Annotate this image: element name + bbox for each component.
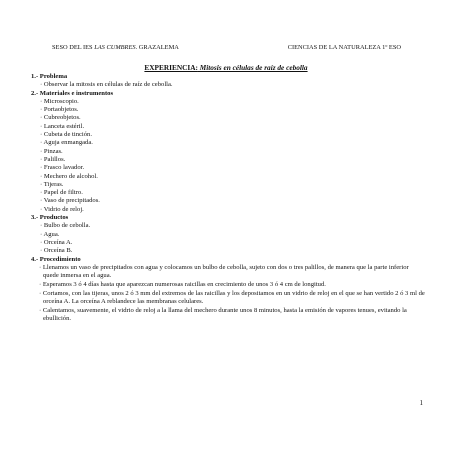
list-item: · Lanceta estéril. bbox=[40, 122, 85, 130]
list-item: · Papel de filtro. bbox=[40, 189, 83, 197]
title-label: EXPERIENCIA: bbox=[144, 63, 198, 72]
list-item: · Pinzas. bbox=[40, 147, 63, 155]
procedure-step: · Llenamos un vaso de precipitados con agua y colocamos un bulbo de cebolla, sujeto con dos o tres palillos, de manera que la parte inferior quede inmersa en el agua. bbox=[39, 263, 409, 280]
list-item: · Aguja enmangada. bbox=[40, 139, 93, 147]
list-item: · Observar la mitosis en células de raíz de cebolla. bbox=[40, 81, 173, 89]
title-text: Mitosis en células de raíz de cebolla bbox=[197, 63, 308, 72]
section-heading-materiales: 2.- Materiales e instrumentos bbox=[31, 89, 114, 97]
procedure-step: · Cortamos, con las tijeras, unos 2 ó 3 mm del extremos de las raicillas y los depositamos en un vidrio de reloj en el que se han vertido 2 ó 3 ml de orceína A. La orceína A reblandece las membranas celulares. bbox=[39, 289, 425, 306]
section-heading-procedimiento: 4.- Procedimiento bbox=[31, 255, 81, 263]
list-item: · Portaobjetos. bbox=[40, 106, 79, 114]
list-item: · Bulbo de cebolla. bbox=[40, 222, 91, 230]
section-heading-productos: 3.- Productos bbox=[31, 214, 69, 222]
header-school-name: LAS CUMBRES bbox=[94, 44, 136, 51]
header-subject: CIENCIAS DE LA NATURALEZA 1º ESO bbox=[287, 44, 401, 51]
header-school bbox=[52, 44, 179, 51]
list-item: · Cubreobjetos. bbox=[40, 114, 81, 122]
procedure-step: · Calentamos, suavemente, el vidrio de reloj a la llama del mechero durante unos 8 minutos, hasta la emisión de vapores tenues, evitando la ebullición. bbox=[39, 306, 407, 323]
list-item: · Orceína A. bbox=[40, 238, 73, 246]
list-item: · Frasco lavador. bbox=[40, 164, 85, 172]
list-item: · Palillos. bbox=[40, 155, 66, 163]
document-body bbox=[31, 73, 426, 324]
procedure-step: · Esperamos 3 ó 4 días hasta que aparezcan numerosas raicillas en crecimiento de unos 3 ó 4 cm de longitud. bbox=[39, 281, 326, 289]
list-item: · Vaso de precipitados. bbox=[40, 197, 100, 205]
list-item: · Orceína B. bbox=[40, 247, 73, 255]
header-school-prefix: SESO DEL IES bbox=[52, 44, 95, 51]
list-item: · Tijeras. bbox=[40, 180, 64, 188]
page-title bbox=[0, 63, 452, 72]
header-school-suffix: . GRAZALEMA bbox=[135, 44, 179, 51]
list-item: · Microscopio. bbox=[40, 97, 79, 105]
list-item: · Cubeta de tinción. bbox=[40, 131, 93, 139]
list-item: · Mechero de alcohol. bbox=[40, 172, 98, 180]
list-item: · Agua. bbox=[40, 230, 60, 238]
list-item: · Vidrio de reloj. bbox=[40, 205, 84, 213]
page-number: 1 bbox=[419, 399, 423, 407]
section-heading-problema: 1.- Problema bbox=[31, 73, 68, 80]
